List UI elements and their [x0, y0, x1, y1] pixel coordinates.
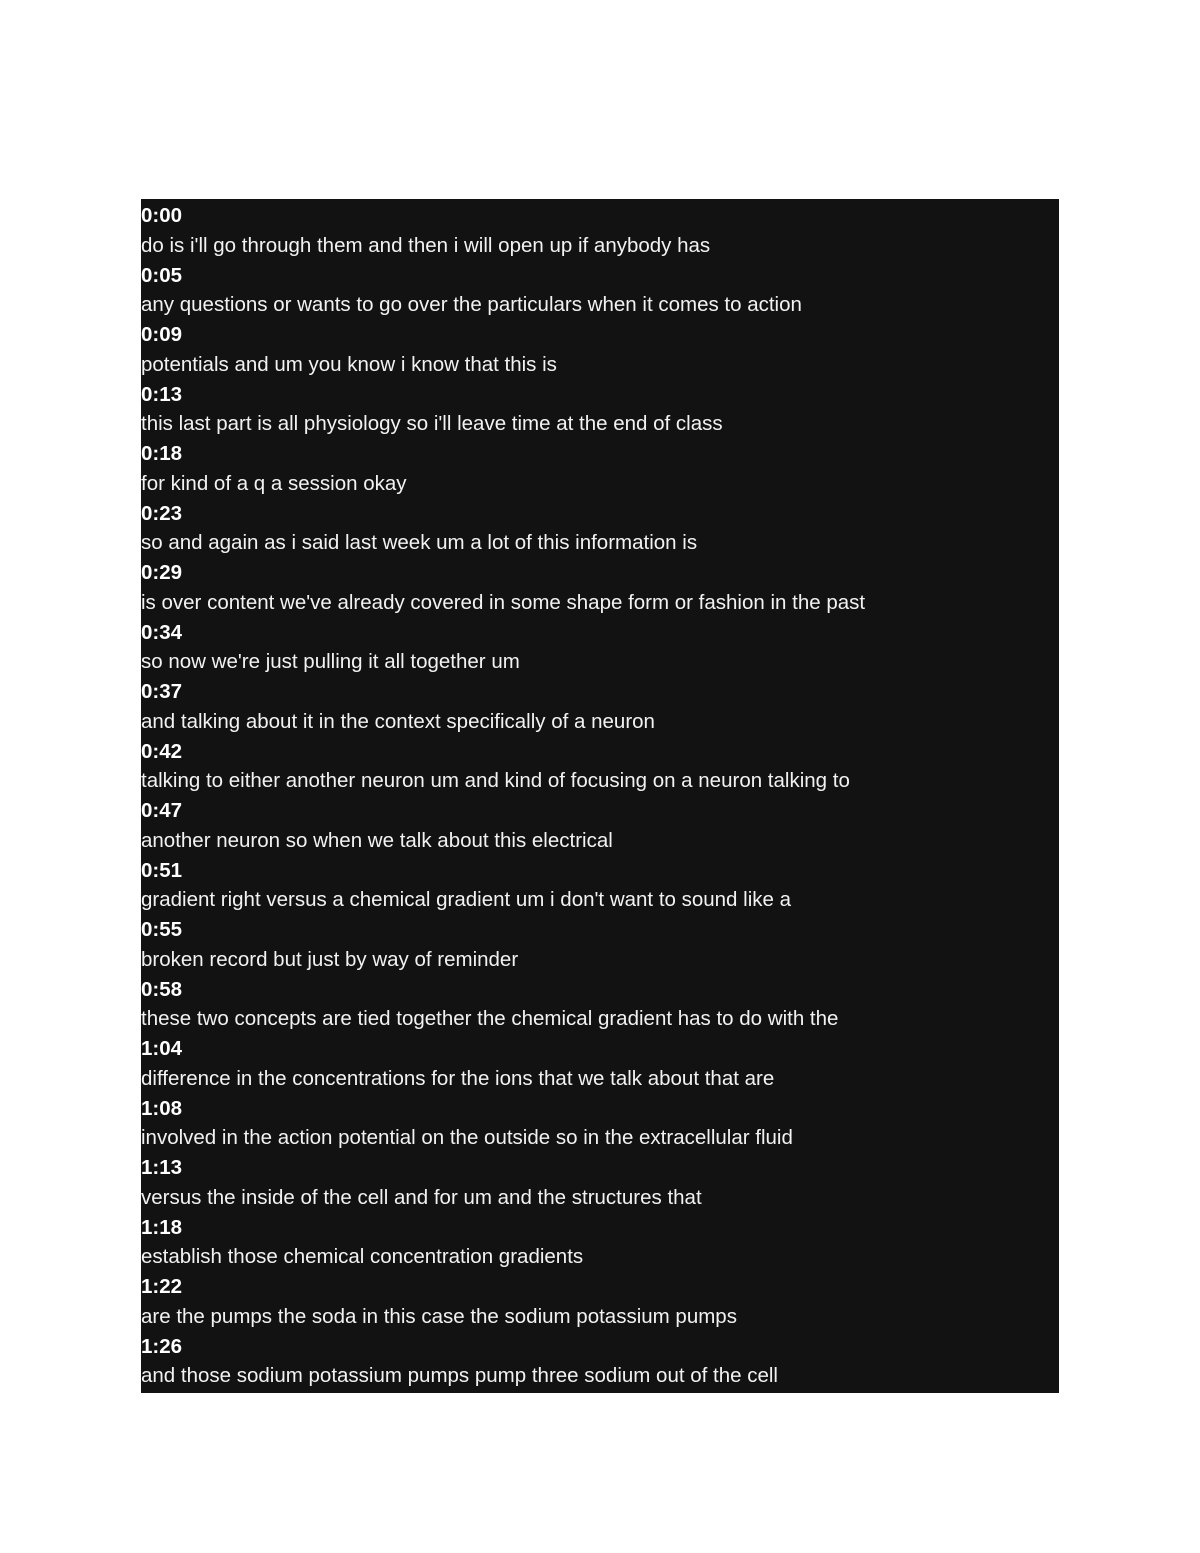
entry-caption: establish those chemical concentration gradients	[141, 1245, 584, 1269]
entry-caption: another neuron so when we talk about this electrical	[141, 828, 613, 852]
transcript-entry	[141, 1094, 1059, 1154]
entry-caption: difference in the concentrations for the ions that we talk about that are	[141, 1066, 775, 1090]
transcript-entry	[141, 1272, 1059, 1332]
entry-caption: these two concepts are tied together the chemical gradient has to do with the	[141, 1007, 839, 1031]
entry-timestamp: 1:18	[141, 1215, 183, 1239]
entry-caption: involved in the action potential on the outside so in the extracellular fluid	[141, 1126, 793, 1150]
entry-timestamp: 1:08	[141, 1096, 183, 1120]
entry-timestamp: 0:42	[141, 739, 183, 763]
transcript-entry	[141, 737, 1059, 797]
entry-caption: do is i'll go through them and then i will open up if anybody has	[141, 233, 711, 257]
entry-timestamp: 0:05	[141, 263, 183, 287]
transcript-entry	[141, 558, 1059, 618]
entry-timestamp: 0:00	[141, 204, 183, 227]
transcript-entry	[141, 975, 1059, 1035]
entry-timestamp: 0:34	[141, 620, 183, 644]
transcript-entry	[141, 261, 1059, 321]
entry-timestamp: 0:58	[141, 977, 183, 1001]
entry-caption: and those sodium potassium pumps pump three sodium out of the cell	[141, 1364, 778, 1388]
transcript-entry	[141, 201, 1059, 261]
entry-timestamp: 0:37	[141, 680, 183, 703]
transcript-entry	[141, 796, 1059, 856]
transcript-entry	[141, 380, 1059, 440]
entry-timestamp: 0:18	[141, 442, 183, 465]
entry-caption: versus the inside of the cell and for um and the structures that	[141, 1185, 702, 1209]
entry-timestamp: 0:09	[141, 323, 183, 346]
entry-caption: talking to either another neuron um and kind of focusing on a neuron talking to	[141, 769, 850, 793]
entry-timestamp: 1:22	[141, 1275, 183, 1298]
transcript-entry	[141, 915, 1059, 975]
transcript-entry	[141, 856, 1059, 916]
transcript-entry	[141, 677, 1059, 737]
entry-timestamp: 1:04	[141, 1037, 183, 1060]
entry-caption: so now we're just pulling it all together um	[141, 650, 520, 674]
entry-timestamp: 0:55	[141, 918, 183, 941]
entry-timestamp: 0:23	[141, 501, 183, 525]
transcript-entry	[141, 499, 1059, 559]
entry-caption: potentials and um you know i know that this is	[141, 352, 557, 376]
transcript-entry	[141, 439, 1059, 499]
entry-timestamp: 0:47	[141, 799, 183, 822]
entry-timestamp: 1:13	[141, 1156, 183, 1179]
entry-caption: gradient right versus a chemical gradient um i don't want to sound like a	[141, 888, 792, 912]
entry-caption: any questions or wants to go over the particulars when it comes to action	[141, 293, 802, 317]
entry-caption: broken record but just by way of reminder	[141, 947, 519, 971]
entry-timestamp: 0:51	[141, 858, 183, 882]
entry-timestamp: 0:29	[141, 561, 183, 584]
entry-caption: and talking about it in the context specifically of a neuron	[141, 709, 655, 733]
transcript-entry	[141, 618, 1059, 678]
transcript-entry	[141, 1213, 1059, 1273]
entry-timestamp: 1:26	[141, 1334, 183, 1358]
entry-caption: is over content we've already covered in some shape form or fashion in the past	[141, 590, 866, 614]
entry-timestamp: 0:13	[141, 382, 183, 406]
entry-caption: are the pumps the soda in this case the sodium potassium pumps	[141, 1304, 737, 1328]
transcript-entry	[141, 320, 1059, 380]
transcript-entry	[141, 1332, 1059, 1392]
transcript-entry	[141, 1153, 1059, 1213]
entry-caption: this last part is all physiology so i'll leave time at the end of class	[141, 412, 723, 436]
entry-caption: so and again as i said last week um a lot of this information is	[141, 531, 698, 555]
transcript-entry	[141, 1034, 1059, 1094]
transcript-panel	[141, 199, 1059, 1393]
entry-caption: for kind of a q a session okay	[141, 471, 407, 495]
